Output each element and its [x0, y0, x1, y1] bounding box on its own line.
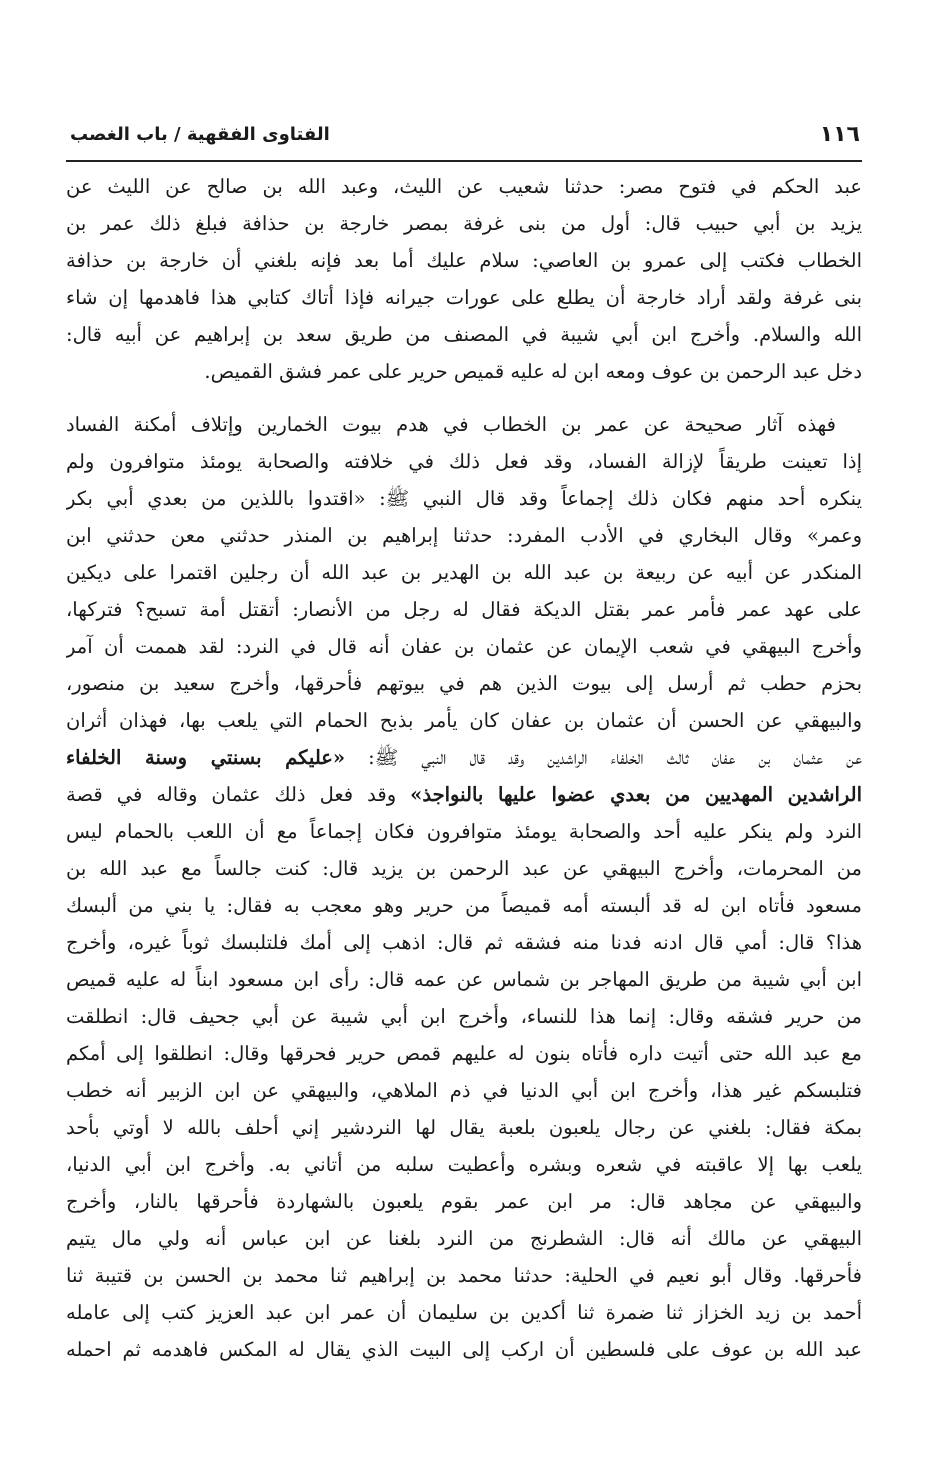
text-line-mixed [66, 739, 862, 776]
text-line: مسعود فأتاه ابن له قد ألبسته أمه قميصاً من حرير وهو معجب به فقال: يا بني من ألبسك [66, 894, 862, 917]
text-line: أحمد بن زيد الخزاز ثنا ضمرة ثنا أكدين بن سليمان أن عمر ابن عبد العزيز كتب إلى عامله [66, 1301, 862, 1324]
text-line: مع عبد الله حتى أتيت داره فأتاه بنون له عليهم قمص حرير فحرقها وقال: انطلقوا إلى أمكم [66, 1042, 862, 1065]
hadith-quote-bold: «عليكم بسنتي وسنة الخلفاء [66, 746, 346, 769]
text-line: المنكدر عن أبيه عن ربيعة بن عبد الله بن الهدير بن عبد الله أن رجلين اقتمرا على ديكين [66, 561, 862, 584]
text-line: عبد الحكم في فتوح مصر: حدثنا شعيب عن الليث، وعبد الله بن صالح عن الليث عن [66, 175, 862, 198]
text-line: هذا؟ قال: أمي قال ادنه فدنا منه فشقه ثم قال: اذهب إلى أمك فلتلبسك ثوباً غيره، وأخرج [66, 931, 862, 954]
text-line: ينكره أحد منهم فكان ذلك إجماعاً وقد قال النبي ﷺ: «اقتدوا باللذين من بعدي أبي بكر [66, 487, 862, 510]
text-line: النرد ولم ينكر عليه أحد والصحابة يومئذ متوافرون فكان إجماعاً مع أن اللعب بالحمام ليس [66, 820, 862, 843]
line-plain: عن عثمان بن عفان ثالث الخلفاء الراشدين وقد قال النبي ﷺ: [345, 746, 862, 769]
text-line: فأحرقها. وقال أبو نعيم في الحلية: حدثنا محمد بن إبراهيم ثنا محمد بن الحسن بن قتيبة ثنا [66, 1264, 862, 1287]
text-line: البيهقي عن مالك أنه قال: الشطرنج من النرد بلغنا عن ابن عباس أنه ولي مال يتيم [66, 1227, 862, 1250]
text-line: والبيهقي عن الحسن أن عثمان بن عفان كان يأمر بذبح الحمام التي يلعب بها، فهذان أثران [66, 709, 862, 732]
paragraph-1 [66, 168, 862, 390]
text-line: يلعب بها إلا عاقبته في شعره وبشره وأعطيت سلبه من أتاني به. وأخرج ابن أبي الدنيا، [66, 1153, 862, 1176]
text-line: دخل عبد الرحمن بن عوف ومعه ابن له عليه قميص حرير على عمر فشق القميص. [204, 360, 862, 383]
text-line: وأخرج البيهقي في شعب الإيمان عن عثمان بن عفان أنه قال في النرد: لقد هممت أن آمر [66, 635, 862, 658]
line-plain: وقد فعل ذلك عثمان وقاله في قصة [66, 783, 411, 806]
text-line: يزيد بن أبي حبيب قال: أول من بنى غرفة بمصر خارجة بن حذافة فبلغ ذلك عمر بن [66, 212, 862, 235]
text-line: والبيهقي عن مجاهد قال: مر ابن عمر بقوم يلعبون بالشهاردة فأحرقها بالنار، وأخرج [66, 1190, 862, 1213]
text-line-mixed [66, 776, 862, 813]
text-line: من المحرمات، وأخرج البيهقي عن عبد الرحمن بن يزيد قال: كنت جالساً مع عبد الله بن [66, 857, 862, 880]
text-line: بحزم حطب ثم أرسل إلى بيوت الذين هم في بيوتهم فأحرقها، وأخرج سعيد بن منصور، [66, 672, 862, 695]
text-line: فهذه آثار صحيحة عن عمر بن الخطاب في هدم بيوت الخمارين وإتلاف أمكنة الفساد [66, 413, 836, 436]
hadith-quote-bold: الراشدين المهديين من بعدي عضوا عليها بالنواجذ» [410, 783, 862, 806]
text-line: الله والسلام. وأخرج ابن أبي شيبة في المصنف من طريق سعد بن إبراهيم عن أبيه قال: [66, 323, 862, 346]
paragraph-2 [66, 406, 862, 1368]
text-line: الخطاب فكتب إلى عمرو بن العاصي: سلام عليك أما بعد فإنه بلغني أن خارجة بن حذافة [66, 249, 862, 272]
text-line: على عهد عمر فأمر عمر بقتل الديكة فقال له رجل من الأنصار: أتقتل أمة تسبح؟ فتركها، [66, 598, 862, 621]
text-line: وعمر» وقال البخاري في الأدب المفرد: حدثنا إبراهيم بن المنذر حدثني معن حدثني ابن [66, 524, 862, 547]
text-line: فتلبسكم غير هذا، وأخرج ابن أبي الدنيا في ذم الملاهي، والبيهقي عن ابن الزبير أنه خطب [66, 1079, 862, 1102]
body-text [66, 168, 862, 1368]
page-header [70, 122, 860, 156]
text-line: من حرير فشقه وقال: إنما هذا للنساء، وأخرج ابن أبي شيبة عن أبي جحيف قال: انطلقت [66, 1005, 862, 1028]
text-line: ابن أبي شيبة من طريق المهاجر بن شماس عن عمه قال: رأى ابن مسعود ابناً له عليه قميص [66, 968, 862, 991]
paragraph-gap [66, 390, 862, 406]
page-number: ١١٦ [819, 122, 860, 147]
running-title: الفتاوى الفقهية / باب الغصب [70, 124, 330, 145]
text-line: إذا تعينت طريقاً لإزالة الفساد، وقد فعل ذلك في خلافته والصحابة يومئذ متوافرون ولم [66, 450, 862, 473]
text-line: بنى غرفة ولقد أراد خارجة أن يطلع على عورات جيرانه فإذا أتاك كتابي هذا فاهدمها إن شاء [66, 286, 862, 309]
header-rule [66, 160, 862, 162]
text-line: عبد الله بن عوف على فلسطين أن اركب إلى البيت الذي يقال له المكس فاهدمه ثم احمله [66, 1338, 862, 1361]
text-line: بمكة فقال: بلغني عن رجال يلعبون بلعبة يقال لها النردشير إني أحلف بالله لا أوتي بأحد [66, 1116, 862, 1139]
